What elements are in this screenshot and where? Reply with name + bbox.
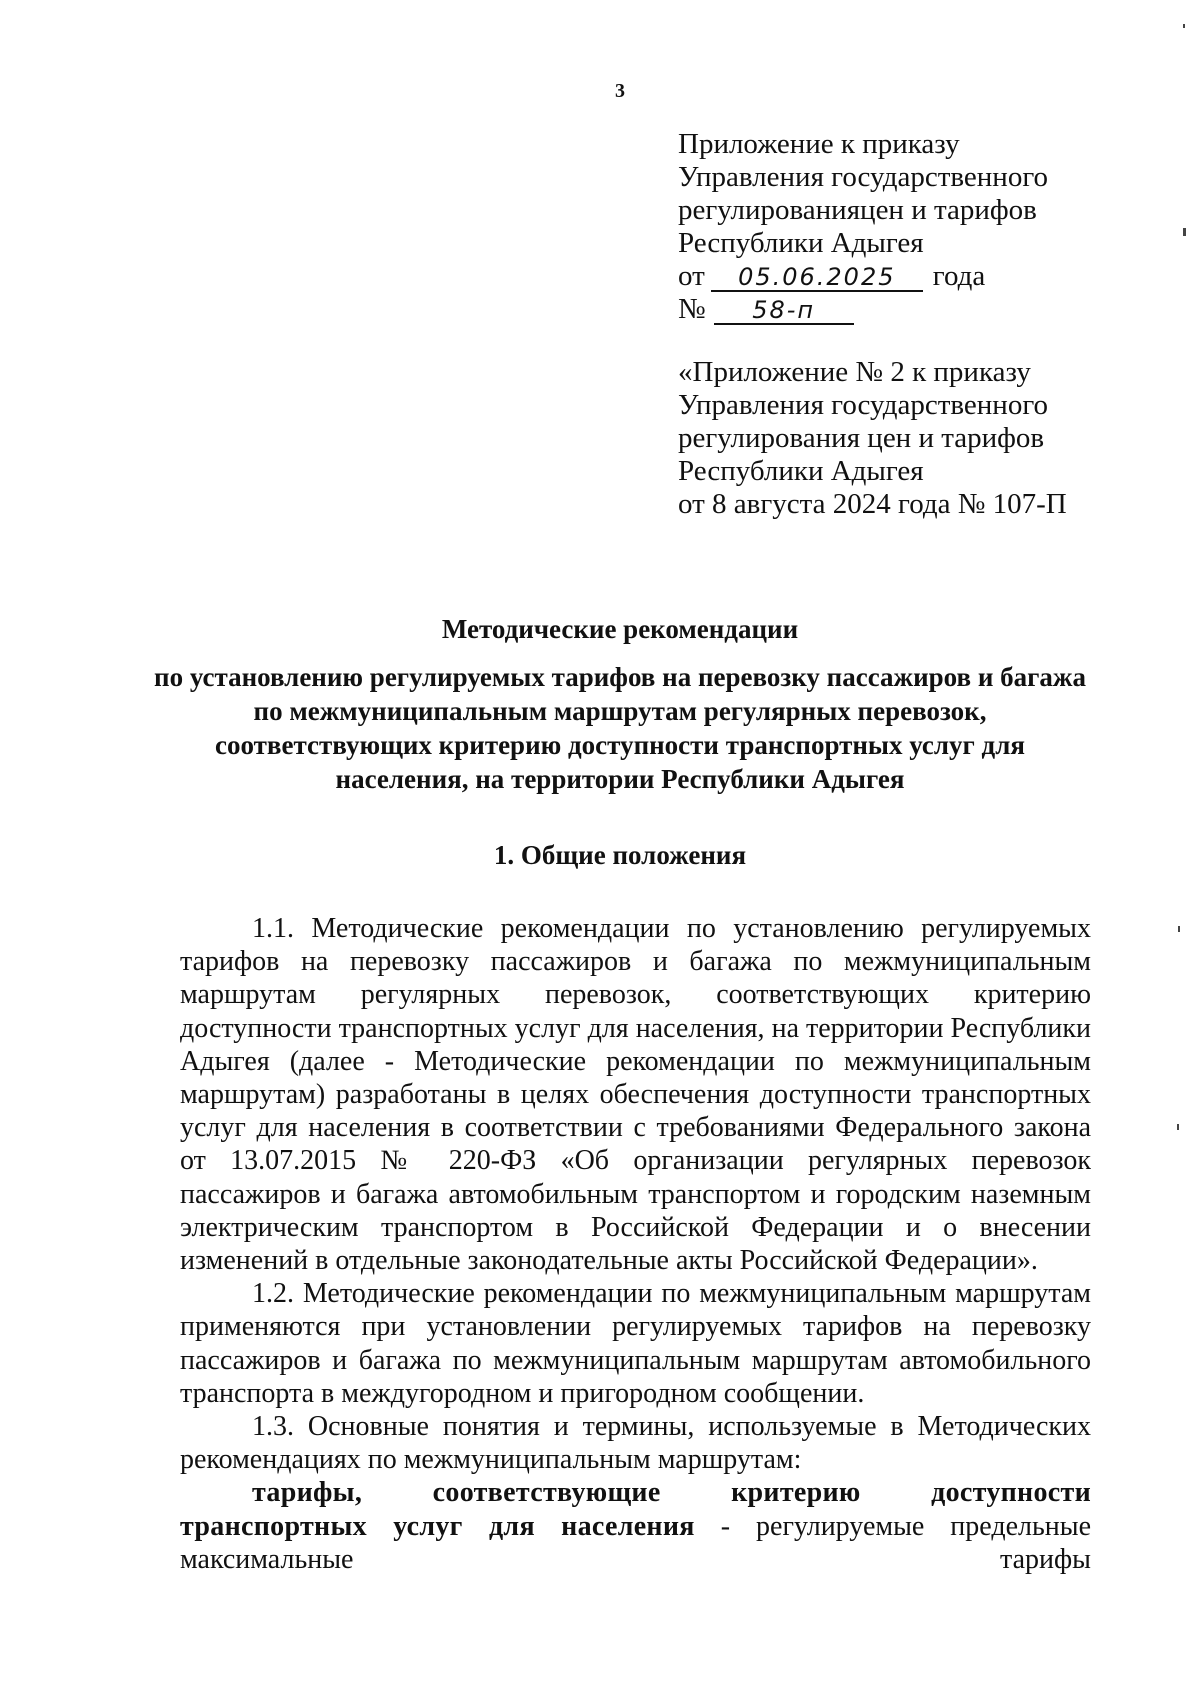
appendix-block-2 [678,356,1067,521]
handwritten-date: 05.06.2025 [711,264,923,292]
date-prefix: от [678,260,705,292]
document-subtitle: по установлению регулируемых тарифов на перевозку пассажиров и багажа по межмуниципальным маршрутам регулярных перевозок, соответствующих критерию доступности транспортных услуг для населения, на территории Республики Адыгея [154,662,1086,794]
handwritten-number: 58-п [714,297,854,325]
body-text [180,912,1091,1576]
term-bold: тарифы, соответствующие критерию доступности транспортных услуг для населения [180,1477,1091,1542]
scan-speck [1178,926,1180,932]
scan-speck [1183,228,1186,236]
number-prefix: № [678,293,706,325]
document-title: Методические рекомендации [441,614,799,644]
paragraph-term-definition [180,1476,1091,1576]
appendix-2-line: Республики Адыгея [678,455,924,487]
appendix-2-line: регулирования цен и тарифов [678,422,1045,454]
appendix-2-line: «Приложение № 2 к приказу [678,356,1031,388]
date-suffix: года [932,260,986,292]
paragraph-1-2: 1.2. Методические рекомендации по межмуниципальным маршрутам применяются при установлении регулируемых тарифов на перевозку пассажиров и багажа по межмуниципальным маршрутам автомобильного транспорта в междугородном и пригородном сообщении. [180,1278,1091,1409]
appendix-1-line: Республики Адыгея [678,227,924,259]
appendix-1-line: Управления государственного [678,161,1048,193]
page-number: 3 [615,80,625,102]
section-heading: 1. Общие положения [493,840,747,870]
appendix-2-line: от 8 августа 2024 года № 107-П [678,488,1067,520]
appendix-1-date-line [678,260,1048,293]
appendix-1-line: Приложение к приказу [678,128,960,160]
appendix-1-number-line [678,293,1048,326]
appendix-block-1 [678,128,1048,326]
paragraph-1-3: 1.3. Основные понятия и термины, используемые в Методических рекомендациях по межмуниципальным маршрутам: [180,1411,1091,1476]
scan-speck [1177,1124,1179,1130]
scan-speck [1183,24,1185,28]
appendix-1-line: регулированияцен и тарифов [678,194,1037,226]
appendix-2-line: Управления государственного [678,389,1048,421]
term-definition: - регулируемые предельные максимальные тарифы [180,1510,1091,1575]
paragraph-1-1: 1.1. Методические рекомендации по установлению регулируемых тарифов на перевозку пассажиров и багажа по межмуниципальным маршрутам регулярных перевозок, соответствующих критерию доступности транспортных услуг для населения, на территории Республики Адыгея (далее - Методические рекомендации по межмуниципальным маршрутам) разработаны в целях обеспечения доступности транспортных услуг для населения в соответствии с требованиями Федерального закона от 13.07.2015 № 220-ФЗ «Об организации регулярных перевозок пассажиров и багажа автомобильным транспортом и городским наземным электрическим транспортом в Российской Федерации и о внесении изменений в отдельные законодательные акты Российской Федерации». [180,913,1091,1277]
